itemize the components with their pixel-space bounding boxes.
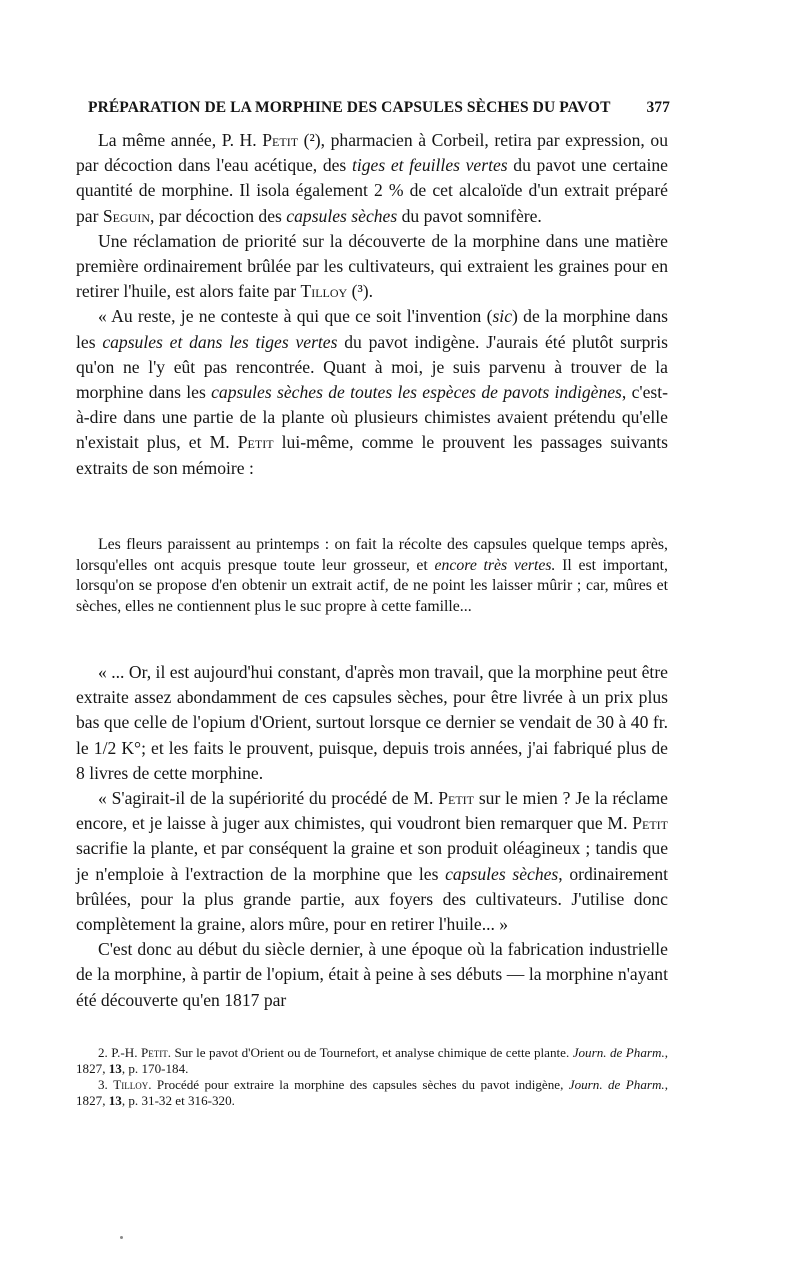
footnote-2: 2. P.-H. Petit. Sur le pavot d'Orient ou de Tournefort, et analyse chimique de cette plante. Journ. de Pharm., 1827, 13, p. 170-184. [76,1045,668,1076]
running-title: PRÉPARATION DE LA MORPHINE DES CAPSULES SÈCHES DU PAVOT [88,99,611,116]
body-section-2 [76,660,668,1013]
author-name: Petit [262,130,299,150]
paragraph-superiority: « S'agirait-il de la supériorité du procédé de M. Petit sur le mien ? Je la réclame encore, et je laisse à juger aux chimistes, qui voudront bien remarquer que M. Petit sacrifie la plante, et par conséquent la graine et son produit oléagineux ; tandis que je n'emploie à l'extraction de la morphine que les capsules sèches, ordinairement brûlées, pour la plus grande partie, aux foyers des cultivateurs. J'utilise donc complètement la graine, alors mûre, pour en retirer l'huile... » [76,788,669,935]
footnote-3: 3. Tilloy. Procédé pour extraire la morphine des capsules sèches du pavot indigène, Journ. de Pharm., 1827, 13, p. 31-32 et 316-320. [76,1077,668,1108]
author-name: Petit [438,788,474,809]
quoted-passage: Les fleurs paraissent au printemps : on fait la récolte des capsules quelque temps après, lorsqu'elles ont acquis presque toute leur grosseur, et encore très vertes. Il est important, lorsqu'on se propose d'en obtenir un extrait actif, de ne point les laisser mûrir ; car, mûres et sèches, elles ne contiennent plus le suc propre à cette famille... [76,536,669,615]
block-quote [76,535,668,617]
paragraph-conclusion: C'est donc au début du siècle dernier, à une époque où la fabrication industrielle de la morphine, à partir de l'opium, était à peine à ses débuts — la morphine n'ayant été découverte qu'en 1817 par [76,939,668,1010]
author-name: Petit [632,813,668,834]
author-name: Seguin [102,205,150,226]
footnotes [76,1045,668,1109]
paragraph-constant: « ... Or, il est aujourd'hui constant, d'après mon travail, que la morphine peut être extraite assez abondamment de ces capsules sèches, pour être livrée à un prix plus bas que celle de l'opium d'Orient, surtout lorsque ce dernier se vendait de 30 à 40 fr. le 1/2 K°; et les faits le prouvent, puisque, depuis trois années, j'ai fabriqué plus de 8 livres de cette morphine. [76,662,668,783]
paragraph-petit: La même année, P. H. Petit (²), pharmacien à Corbeil, retira par expression, ou par décoction dans l'eau acétique, des tiges et feuilles vertes du pavot une certaine quantité de morphine. Il isola également 2 % de cet alcaloïde d'un extrait préparé par Seguin, par décoction des capsules sèches du pavot somnifère. [76,130,668,226]
paragraph-citation-open: « Au reste, je ne conteste à qui que ce soit l'invention (sic) de la morphine dans les capsules et dans les tiges vertes du pavot indigène. J'aurais été plutôt surpris qu'on ne l'y eût pas rencontrée. Quant à moi, je suis parvenu à trouver de la morphine dans les capsules sèches de toutes les espèces de pavots indigènes, c'est-à-dire dans une partie de la plante où plusieurs chimistes avaient prétendu qu'elle n'existait plus, et M. Petit lui-même, comme le prouvent les passages suivants extraits de son mémoire : [76,306,669,478]
scan-speck [120,1236,123,1239]
body-section-1 [76,128,668,481]
paragraph-tilloy: Une réclamation de priorité sur la découverte de la morphine dans une matière première ordinairement brûlée par les cultivateurs, qui extraient les graines pour en retirer l'huile, est alors faite par Tilloy (³). [76,230,668,302]
author-name: Petit [237,432,274,453]
page-number: 377 [646,99,670,116]
author-name: Tilloy [300,281,348,302]
running-head [88,98,670,118]
